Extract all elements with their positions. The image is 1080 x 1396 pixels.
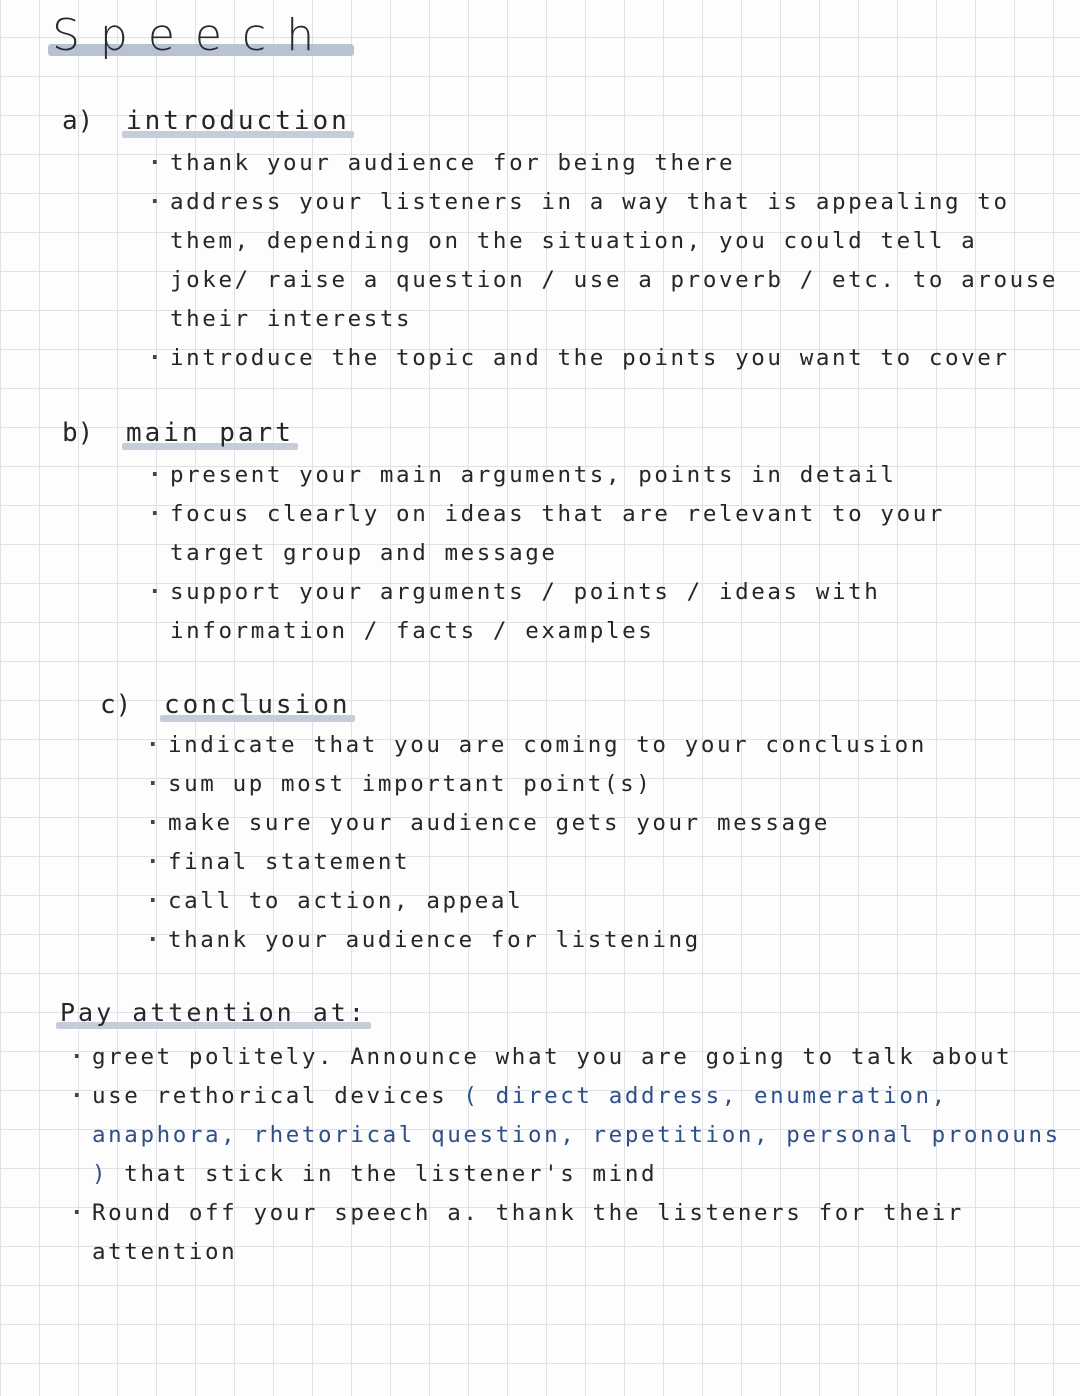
pay-attention-label: Pay attention at: [60,998,367,1027]
section-label: main part [125,418,294,448]
list-item: · present your main arguments, points in detail [170,456,1050,495]
text-segment: use rethorical devices [92,1083,464,1109]
pay-attention-heading [60,998,367,1027]
list-item: · sum up most important point(s) [168,765,1048,804]
list-item: · call to action, appeal [168,882,1048,921]
list-item: · thank your audience for being there [170,144,1070,183]
section-marker: a) [62,106,94,136]
section-heading-conclusion [100,690,351,720]
section-heading-main-part [62,418,294,448]
page-title: Speech [52,10,335,61]
section-marker: c) [100,690,132,720]
conclusion-list [168,726,1048,960]
list-item: · address your listeners in a way that is appealing to them, depending on the situation, you could tell a joke/ raise a question / use a proverb / etc. to arouse their interests [170,183,1070,339]
list-item: · focus clearly on ideas that are relevant to your target group and message [170,495,1050,573]
list-item: · Round off your speech a. thank the listeners for their attention [92,1194,1067,1272]
list-item: · final statement [168,843,1048,882]
introduction-list [170,144,1075,378]
list-item: · make sure your audience gets your message [168,804,1048,843]
list-item: · greet politely. Announce what you are going to talk about [92,1038,1067,1077]
device-list: ( direct address, enumeration, anaphora, rhetorical question, repetition, personal pronouns ) [92,1083,1077,1187]
list-item-rhetorical-devices [92,1077,1077,1194]
section-marker: b) [62,418,94,448]
pay-attention-list [92,1038,1077,1272]
text-segment: that stick in the listener's mind [108,1161,658,1187]
list-item: · introduce the topic and the points you want to cover [170,339,1070,378]
section-label: conclusion [163,690,351,720]
section-label: introduction [125,106,350,136]
section-heading-introduction [62,106,350,136]
list-item: · indicate that you are coming to your conclusion [168,726,1048,765]
main-part-list [170,456,1050,651]
list-item: · thank your audience for listening [168,921,1048,960]
list-item: · support your arguments / points / ideas with information / facts / examples [170,573,1050,651]
